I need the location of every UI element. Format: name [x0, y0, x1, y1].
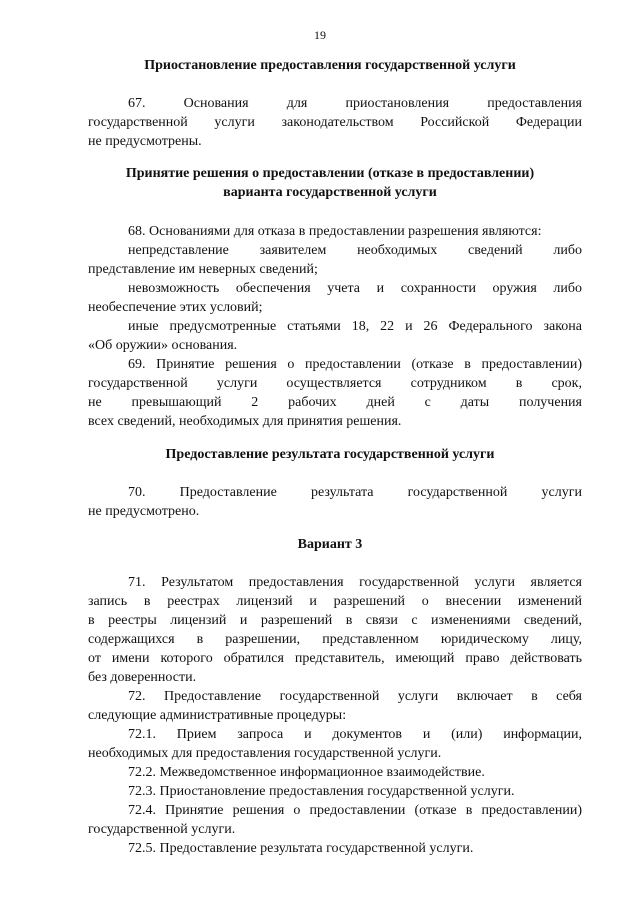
text-line: следующие административные процедуры: — [88, 708, 347, 723]
text-line: иные предусмотренные статьями 18, 22 и 26 Федерального закона — [128, 319, 582, 334]
text-line: непредставление заявителем необходимых сведений либо — [128, 243, 582, 258]
text-line: всех сведений, необходимых для принятия решения. — [88, 414, 402, 429]
text-line: 71. Результатом предоставления государственной услуги является — [128, 575, 582, 590]
text-line: 72.1. Прием запроса и документов и (или) информации, — [128, 727, 582, 742]
text-line: государственной услуги законодательством Российской Федерации — [88, 115, 582, 130]
text-line: 72.5. Предоставление результата государственной услуги. — [128, 841, 474, 856]
text-line: 72.3. Приостановление предоставления государственной услуги. — [128, 784, 515, 799]
text-line: невозможность обеспечения учета и сохранности оружия либо — [128, 281, 582, 296]
text-line: запись в реестрах лицензий и разрешений о внесении изменений — [88, 594, 582, 609]
text-line: без доверенности. — [88, 670, 197, 685]
text-line: 67. Основания для приостановления предоставления — [128, 96, 582, 111]
heading-variant-3: Вариант 3 — [297, 537, 363, 552]
text-line: «Об оружии» основания. — [88, 338, 238, 353]
text-line: необходимых для предоставления государственной услуги. — [88, 746, 442, 761]
heading-suspension: Приостановление предоставления государственной услуги — [144, 58, 516, 73]
text-line: не предусмотрено. — [88, 504, 200, 519]
text-line: не превышающий 2 рабочих дней с даты получения — [88, 395, 582, 410]
page-number: 19 — [314, 28, 326, 42]
text-line: 72. Предоставление государственной услуги включает в себя — [128, 689, 582, 704]
heading-decision-cont: варианта государственной услуги — [223, 185, 437, 200]
text-line: 72.4. Принятие решения о предоставлении (отказе в предоставлении) — [128, 803, 582, 818]
text-line: в реестры лицензий и разрешений в связи с изменениями сведений, — [88, 613, 582, 628]
text-line: от имени которого обратился представитель, имеющий право действовать — [88, 651, 582, 666]
text-line: представление им неверных сведений; — [88, 262, 318, 277]
text-line: 72.2. Межведомственное информационное взаимодействие. — [128, 765, 485, 780]
text-line: необеспечение этих условий; — [88, 300, 263, 315]
text-line: 69. Принятие решения о предоставлении (отказе в предоставлении) — [128, 357, 582, 372]
text-line: 68. Основаниями для отказа в предоставлении разрешения являются: — [128, 224, 542, 239]
text-line: государственной услуги. — [88, 822, 236, 837]
text-line: 70. Предоставление результата государственной услуги — [128, 485, 582, 500]
text-line: государственной услуги осуществляется сотрудником в срок, — [88, 376, 582, 391]
text-line: содержащихся в разрешении, представленном юридическому лицу, — [88, 632, 582, 647]
heading-result: Предоставление результата государственной услуги — [165, 447, 495, 462]
heading-decision: Принятие решения о предоставлении (отказе в предоставлении) — [125, 166, 535, 181]
text-line: не предусмотрены. — [88, 134, 202, 149]
